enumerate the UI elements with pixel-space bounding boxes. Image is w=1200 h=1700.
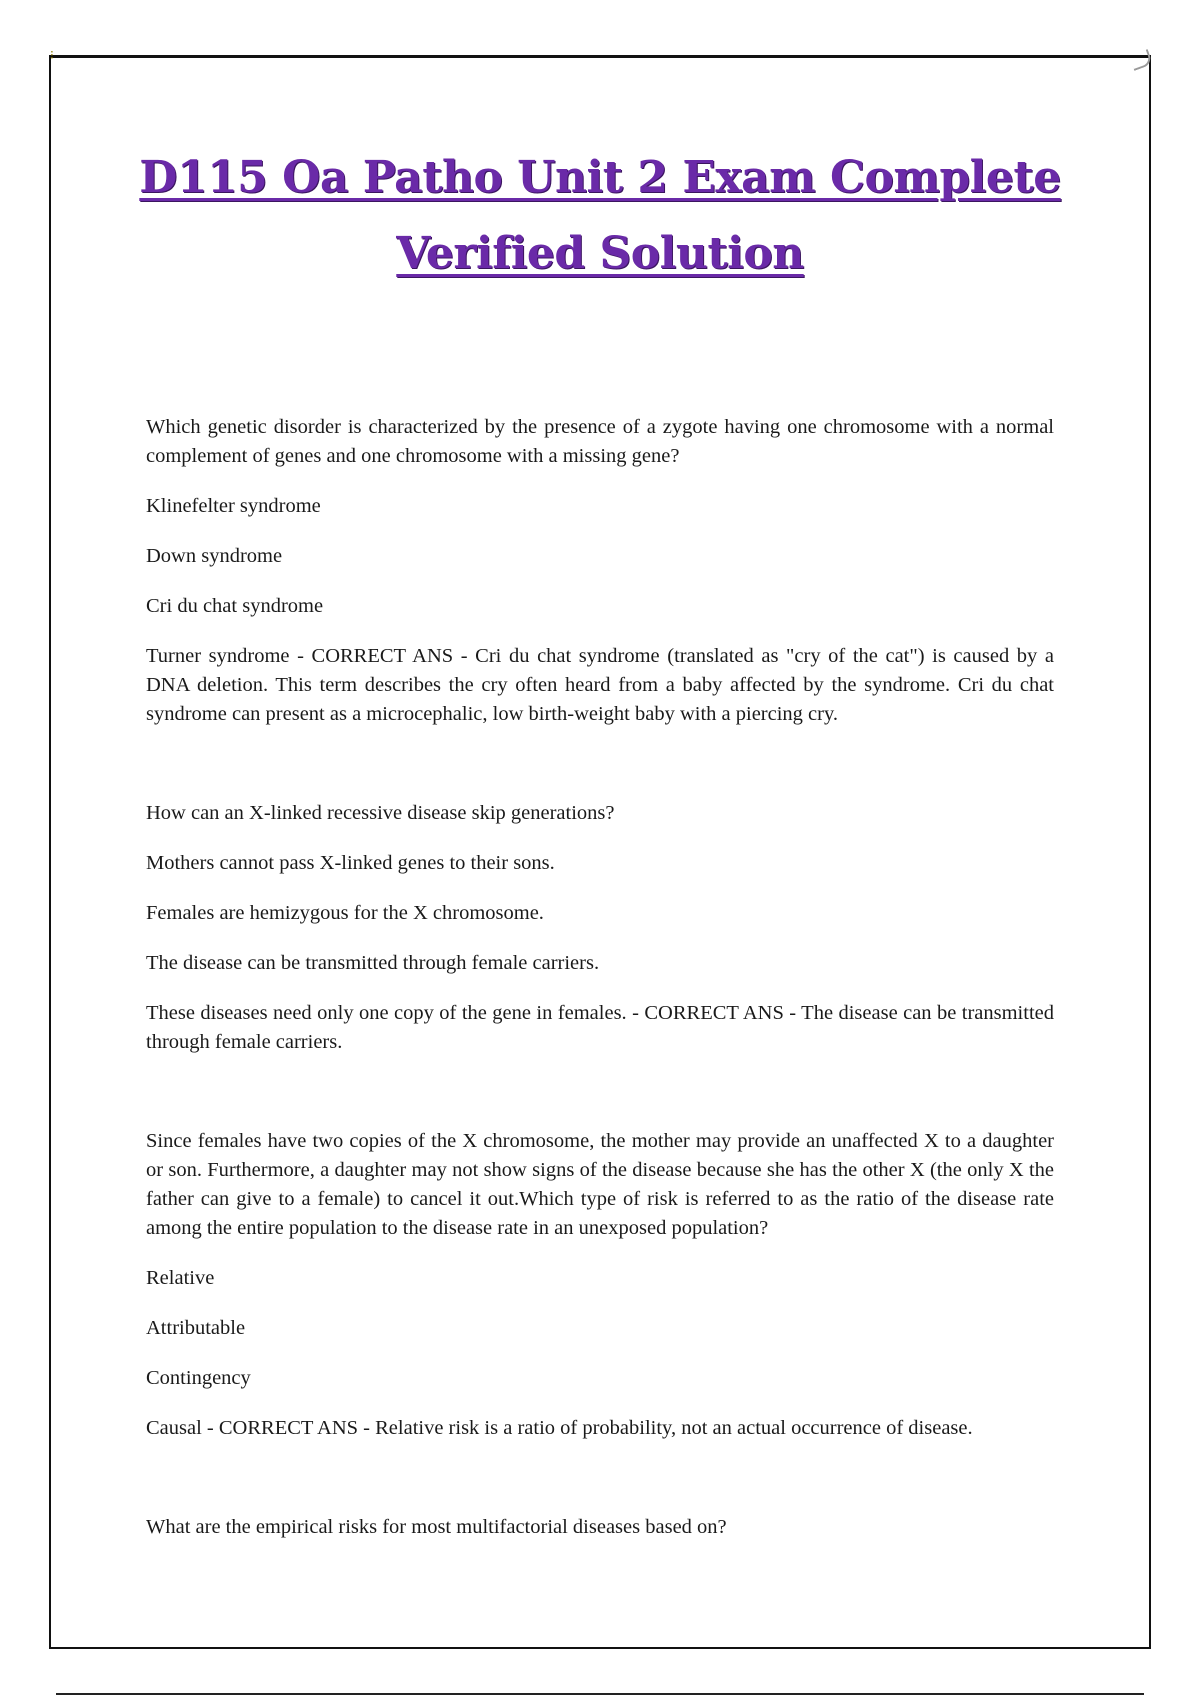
question-block xyxy=(146,799,1054,1057)
answer-option: Contingency xyxy=(146,1367,251,1389)
corner-anchor-icon: ⁝ xyxy=(50,48,54,62)
answer-option: Mothers cannot pass X-linked genes to their sons. xyxy=(146,852,555,874)
title-line-1: D115 Oa Patho Unit 2 Exam Complete xyxy=(139,152,1061,203)
answer-option: Attributable xyxy=(146,1317,246,1339)
answer-explanation: Causal - CORRECT ANS - Relative risk is a ratio of probability, not an actual occurrence of disease. xyxy=(146,1417,973,1439)
answer-option: Females are hemizygous for the X chromosome. xyxy=(146,902,544,924)
answer-explanation: Turner syndrome - CORRECT ANS - Cri du chat syndrome (translated as "cry of the cat") is caused by a DNA deletion. This term describes the cry often heard from a baby affected by the syndrome. Cri du chat syndrome can present as a microcephalic, low birth-weight baby with a piercing cry. xyxy=(146,645,1054,725)
question-text: How can an X-linked recessive disease skip generations? xyxy=(146,802,615,824)
answer-explanation: These diseases need only one copy of the gene in females. - CORRECT ANS - The disease can be transmitted through female carriers. xyxy=(146,1002,1054,1053)
answer-option: Cri du chat syndrome xyxy=(146,595,324,617)
question-block xyxy=(146,1127,1054,1443)
bottom-divider xyxy=(56,1693,1144,1695)
question-block xyxy=(146,1513,1054,1542)
answer-option: Relative xyxy=(146,1267,215,1289)
document-body xyxy=(146,413,1054,1563)
question-text: Since females have two copies of the X chromosome, the mother may provide an unaffected X to a daughter or son. Furthermore, a daughter may not show signs of the disease because she has the other X (the only X the father can give to a female) to cancel it out.Which type of risk is referred to as the ratio of the disease rate among the entire population to the disease rate in an unexposed population? xyxy=(146,1130,1054,1239)
answer-option: Down syndrome xyxy=(146,545,283,567)
answer-option: The disease can be transmitted through female carriers. xyxy=(146,952,600,974)
question-block xyxy=(146,413,1054,729)
document-title xyxy=(120,140,1080,292)
question-text: Which genetic disorder is characterized by the presence of a zygote having one chromosome with a normal complement of genes and one chromosome with a missing gene? xyxy=(146,416,1054,467)
answer-option: Klinefelter syndrome xyxy=(146,495,321,517)
question-text: What are the empirical risks for most multifactorial diseases based on? xyxy=(146,1516,727,1538)
title-line-2: Verified Solution xyxy=(396,228,804,279)
